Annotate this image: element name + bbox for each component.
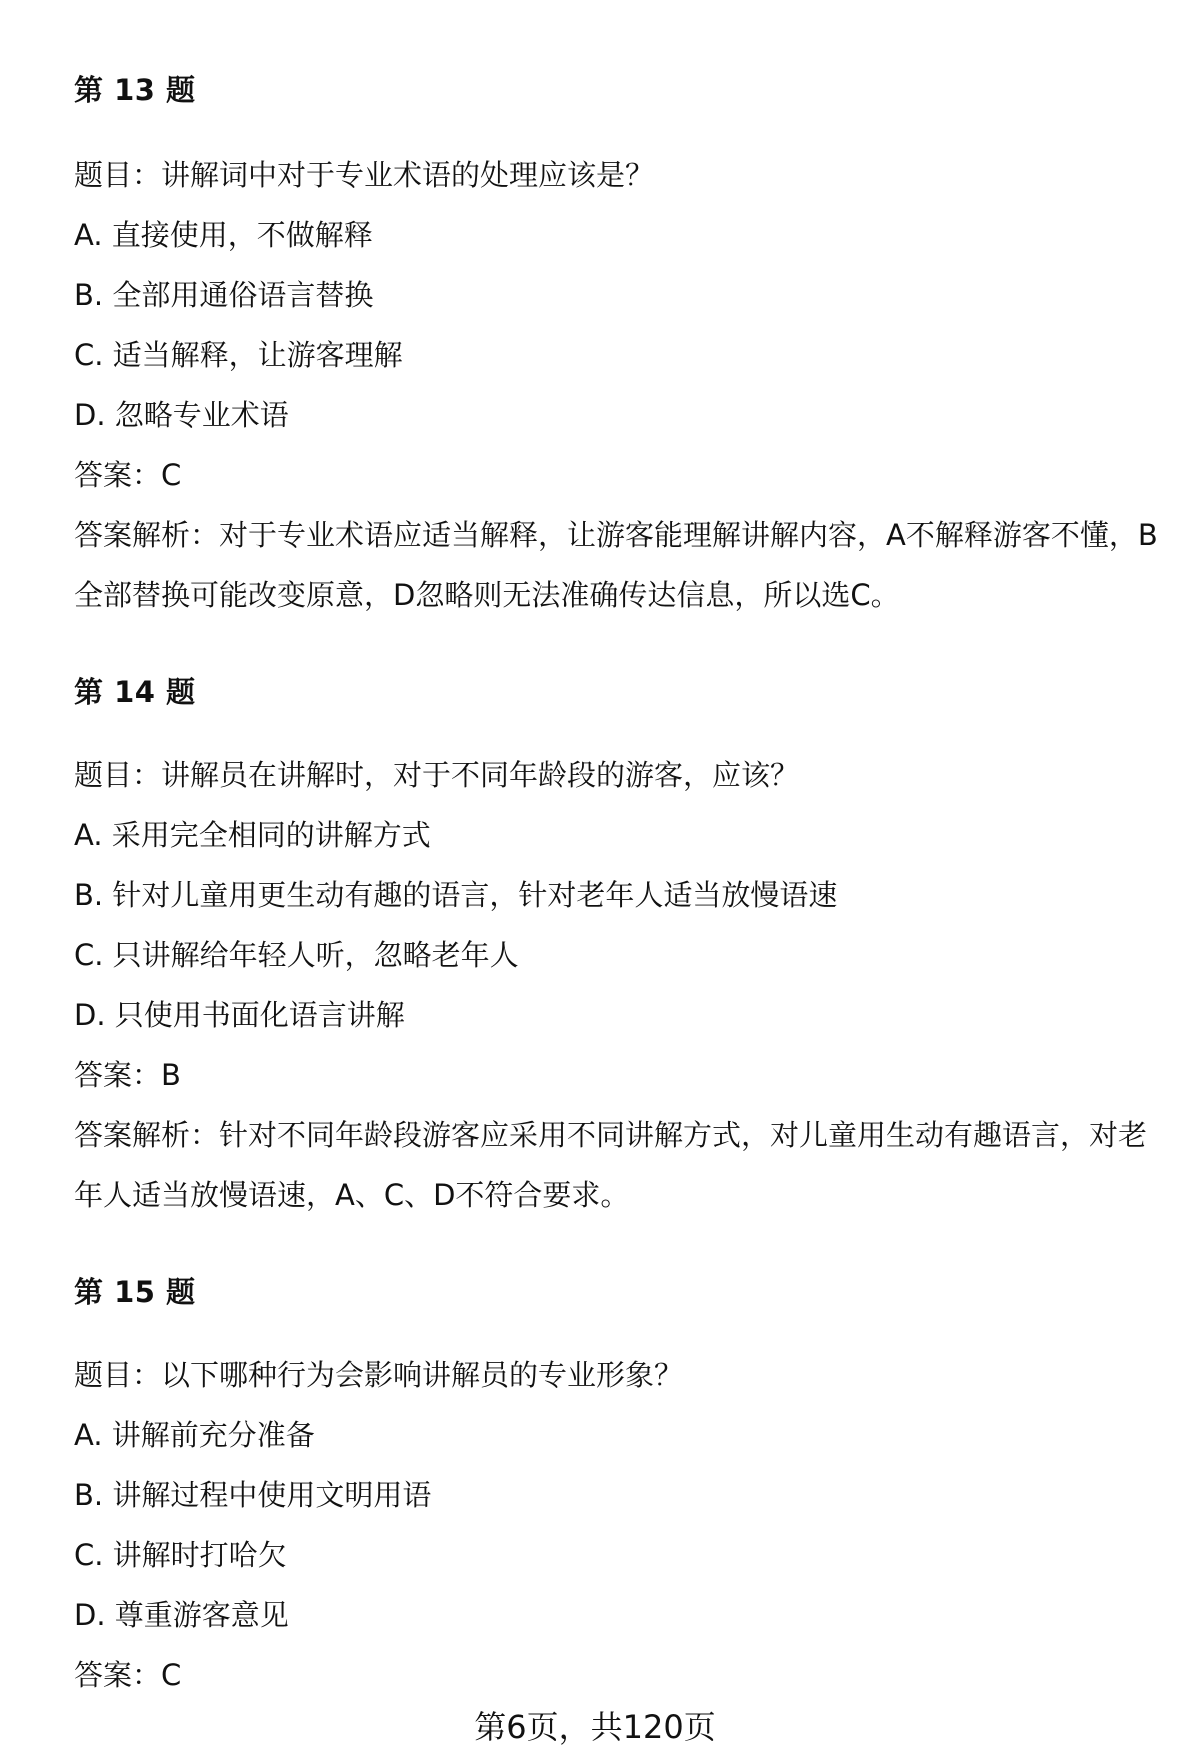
question-14-option-a: A. 采用完全相同的讲解方式 [74,818,431,852]
question-15-answer: 答案：C [74,1658,182,1692]
question-13-answer: 答案：C [74,458,182,492]
page-number-footer: 第6页，共120页 [474,1708,716,1746]
question-14-option-d: D. 只使用书面化语言讲解 [74,998,405,1032]
question-13-option-d: D. 忽略专业术语 [74,398,289,432]
question-13-prompt: 题目：讲解词中对于专业术语的处理应该是？ [74,158,655,192]
question-14-option-b: B. 针对儿童用更生动有趣的语言，针对老年人适当放慢语速 [74,878,838,912]
question-15-option-c: C. 讲解时打哈欠 [74,1538,287,1572]
question-13-explanation: 答案解析：对于专业术语应适当解释，让游客能理解讲解内容，A不解释游客不懂，B全部替换可能改变原意，D忽略则无法准确传达信息，所以选C。 [74,518,1158,612]
question-15-heading: 第 15 题 [74,1275,196,1309]
question-13-option-c: C. 适当解释，让游客理解 [74,338,403,372]
question-15-option-d: D. 尊重游客意见 [74,1598,289,1632]
question-15-option-a: A. 讲解前充分准备 [74,1418,315,1452]
question-13-option-a: A. 直接使用，不做解释 [74,218,373,252]
question-14-answer: 答案：B [74,1058,181,1092]
question-14-prompt: 题目：讲解员在讲解时，对于不同年龄段的游客，应该？ [74,758,800,792]
question-13-heading: 第 13 题 [74,73,196,107]
question-15-option-b: B. 讲解过程中使用文明用语 [74,1478,432,1512]
question-14-heading: 第 14 题 [74,675,196,709]
question-15-prompt: 题目：以下哪种行为会影响讲解员的专业形象？ [74,1358,684,1392]
question-13-option-b: B. 全部用通俗语言替换 [74,278,374,312]
question-14-explanation: 答案解析：针对不同年龄段游客应采用不同讲解方式，对儿童用生动有趣语言，对老年人适当放慢语速，A、C、D不符合要求。 [74,1118,1148,1212]
question-14-option-c: C. 只讲解给年轻人听，忽略老年人 [74,938,519,972]
